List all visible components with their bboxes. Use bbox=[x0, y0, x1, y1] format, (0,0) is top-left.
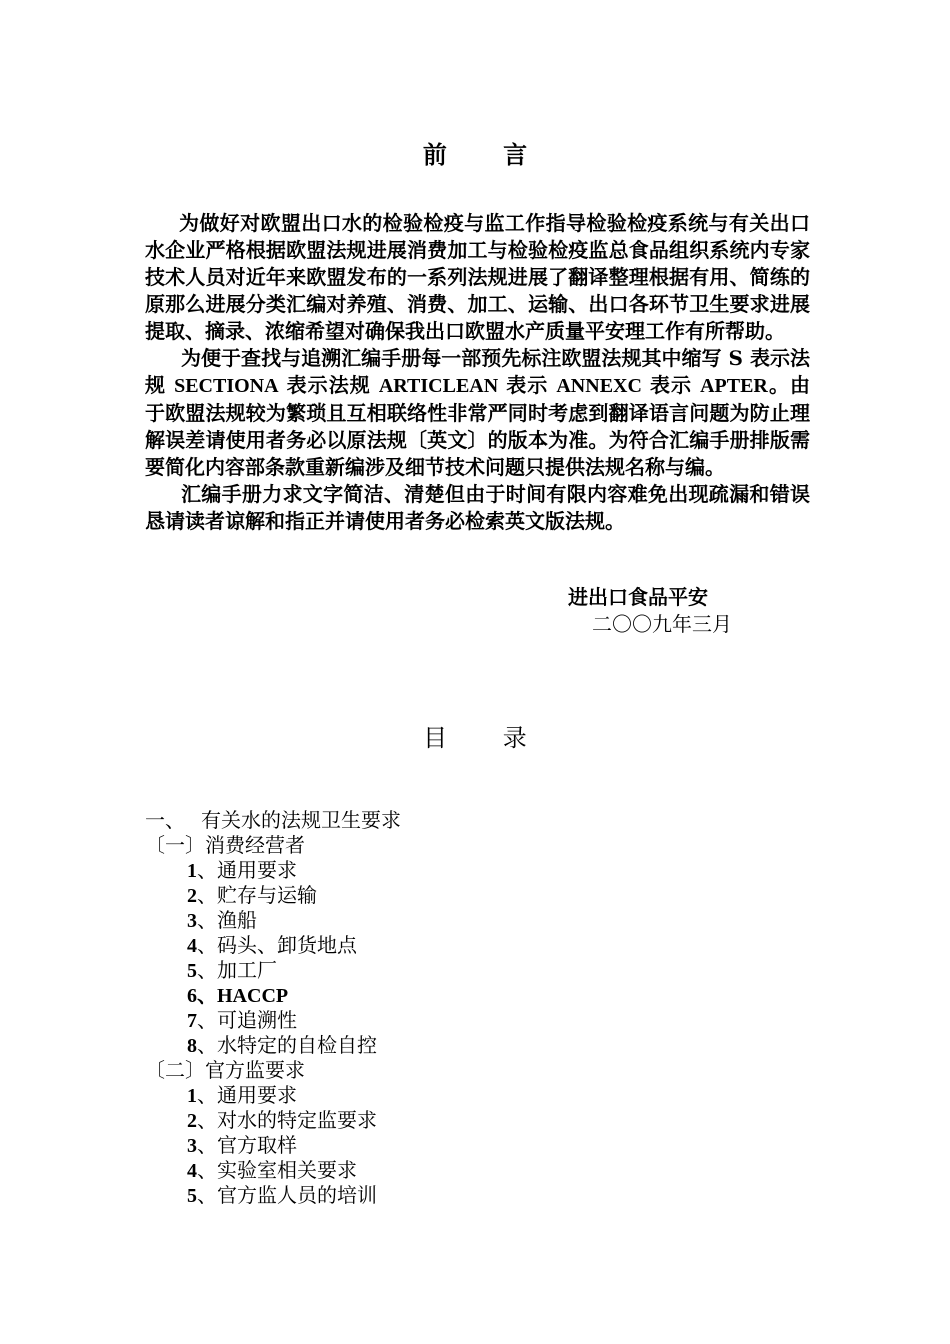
toc-item-label: 、官方监人员的培训 bbox=[197, 1183, 377, 1207]
toc-group-1[interactable]: 〔一〕消费经营者 bbox=[145, 833, 305, 857]
toc-item-label: 、码头、卸货地点 bbox=[197, 933, 357, 957]
preface-paragraph-1: 为做好对欧盟出口水的检验检疫与监工作指导检验检疫系统与有关出口水企业严格根据欧盟法规进展消费加工与检验检疫监总食品组织系统内专家技术人员对近年来欧盟发布的一系列法规进展了翻译整理根据有用、简练的原那么进展分类汇编对养殖、消费、加工、运输、出口各环节卫生要求进展提取、摘录、浓缩希望对确保我出口欧盟水产质量平安理工作有所帮助。 bbox=[145, 211, 810, 343]
toc-item-number: 1 bbox=[187, 1085, 197, 1107]
toc-item[interactable] bbox=[145, 1083, 805, 1108]
toc-item-label: 、实验室相关要求 bbox=[197, 1158, 357, 1182]
toc-item[interactable] bbox=[145, 908, 805, 933]
toc-item-number: 2 bbox=[187, 885, 197, 907]
preface-paragraph-3: 汇编手册力求文字简洁、清楚但由于时间有限内容难免出现疏漏和错误恳请读者谅解和指正并请使用者务必检索英文版法规。 bbox=[145, 482, 810, 533]
toc-item-number: 4 bbox=[187, 935, 197, 957]
toc-item[interactable] bbox=[145, 1158, 805, 1183]
toc-section-label: 有关水的法规卫生要求 bbox=[201, 808, 401, 832]
signature-organization: 进出口食品平安 bbox=[568, 585, 708, 609]
preface-p2-code-article: ARTICLEAN bbox=[378, 375, 499, 397]
preface-p2-text-c: 表示法规 bbox=[278, 373, 379, 397]
toc-item-label: 、贮存与运输 bbox=[197, 883, 317, 907]
toc-item-number: 1 bbox=[187, 860, 197, 882]
toc-item-number: 2 bbox=[187, 1110, 197, 1132]
toc-item-label: 、通用要求 bbox=[197, 1083, 297, 1107]
signature-date: 二〇〇九年三月 bbox=[592, 612, 732, 636]
toc-item[interactable] bbox=[145, 1183, 805, 1208]
table-of-contents bbox=[145, 808, 805, 1208]
toc-item-label: 、水特定的自检自控 bbox=[197, 1033, 377, 1057]
toc-item[interactable] bbox=[145, 883, 805, 908]
preface-p2-text-e: 表示 bbox=[498, 373, 557, 397]
preface-p2-code-chapter: APTER bbox=[700, 375, 768, 397]
toc-item[interactable] bbox=[145, 983, 805, 1008]
preface-paragraph-2 bbox=[145, 345, 810, 481]
toc-section-1[interactable] bbox=[145, 808, 805, 833]
toc-item[interactable] bbox=[145, 933, 805, 958]
preface-p2-text-g: 表示 bbox=[641, 373, 701, 397]
toc-group-2[interactable]: 〔二〕官方监要求 bbox=[145, 1058, 305, 1082]
toc-item[interactable] bbox=[145, 1133, 805, 1158]
toc-item-label: 、官方取样 bbox=[197, 1133, 297, 1157]
toc-item-number: 3 bbox=[187, 910, 197, 932]
toc-item-number: 8 bbox=[187, 1035, 197, 1057]
toc-item[interactable] bbox=[145, 858, 805, 883]
toc-item[interactable] bbox=[145, 1033, 805, 1058]
toc-item-number: 4 bbox=[187, 1160, 197, 1182]
toc-item[interactable] bbox=[145, 1008, 805, 1033]
toc-title: 目 录 bbox=[423, 724, 551, 752]
toc-item-number: 3 bbox=[187, 1135, 197, 1157]
toc-item-label: 、加工厂 bbox=[197, 958, 277, 982]
preface-p2-text-a: 为便于查找与追溯汇编手册每一部预先标注欧盟法规其中缩写 S 表示法规 bbox=[145, 346, 810, 397]
toc-item-number: 6 bbox=[187, 985, 197, 1007]
toc-item-number: 5 bbox=[187, 1185, 197, 1207]
toc-item-label: 、可追溯性 bbox=[197, 1008, 297, 1032]
toc-item[interactable] bbox=[145, 958, 805, 983]
preface-signature bbox=[568, 584, 828, 638]
toc-item-label: 、HACCP bbox=[197, 985, 289, 1007]
preface-p2-code-section: SECTIONA bbox=[174, 375, 279, 397]
toc-item-number: 5 bbox=[187, 960, 197, 982]
preface-p2-code-annex: ANNEXC bbox=[556, 375, 642, 397]
toc-item[interactable] bbox=[145, 1108, 805, 1133]
toc-item-number: 7 bbox=[187, 1010, 197, 1032]
preface-title: 前 言 bbox=[422, 140, 552, 169]
toc-section-number: 一、 bbox=[145, 808, 185, 832]
toc-item-label: 、通用要求 bbox=[197, 858, 297, 882]
preface-body bbox=[145, 210, 810, 535]
toc-item-label: 、渔船 bbox=[197, 908, 257, 932]
preface-p2-text-i: 。由于欧盟法规较为繁琐且互相联络性非常严同时考虑到翻译语言问题为防止理解误差请使用者务必以原法规〔英文〕的版本为准。为符合汇编手册排版需要简化内容部条款重新编涉及细节技术问题只提供法规名称与编。 bbox=[145, 373, 811, 479]
toc-item-label: 、对水的特定监要求 bbox=[197, 1108, 377, 1132]
